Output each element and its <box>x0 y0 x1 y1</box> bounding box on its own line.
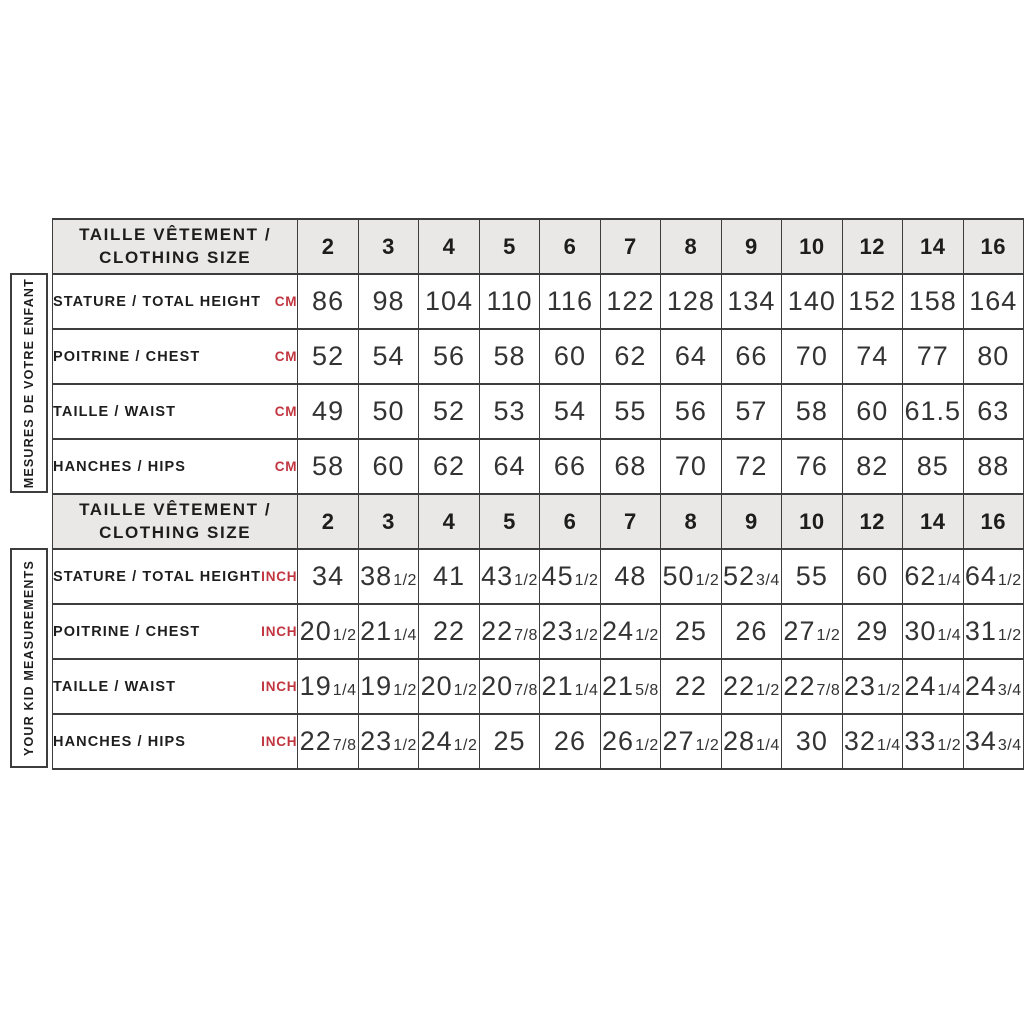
side-label-cm-text: MESURES DE VOTRE ENFANT <box>22 277 36 489</box>
side-label-cm-section <box>10 273 48 493</box>
measurement-label-cell <box>53 604 298 659</box>
unit-label: CM <box>274 404 298 419</box>
measurement-value: 523/4 <box>721 549 781 604</box>
fraction-part: 1/2 <box>635 627 659 644</box>
measurement-value: 271/2 <box>661 714 721 769</box>
measurement-row <box>53 604 1024 659</box>
measurement-value: 122 <box>600 274 660 329</box>
fraction-part: 1/4 <box>574 682 599 699</box>
measurement-value: 68 <box>600 439 660 494</box>
measurement-value: 321/4 <box>842 714 902 769</box>
unit-label: INCH <box>261 569 298 584</box>
measurement-label: POITRINE / CHEST <box>53 348 201 365</box>
side-label-inch-section <box>10 548 48 768</box>
fraction-part: 3/4 <box>756 572 780 589</box>
fraction-part: 1/2 <box>937 737 962 754</box>
fraction-part: 1/2 <box>393 737 417 754</box>
measurement-label-cell <box>53 549 298 604</box>
measurement-label-cell <box>53 384 298 439</box>
measurement-label: TAILLE / WAIST <box>53 403 177 420</box>
size-column-header: 16 <box>963 494 1024 549</box>
measurement-row <box>53 549 1024 604</box>
measurement-value: 271/2 <box>782 604 842 659</box>
measurement-value: 221/2 <box>721 659 781 714</box>
fraction-part: 1/4 <box>937 627 962 644</box>
measurement-label: TAILLE / WAIST <box>53 678 177 695</box>
size-column-header: 12 <box>842 494 902 549</box>
measurement-value: 64 <box>479 439 539 494</box>
size-header-label: TAILLE VÊTEMENT / CLOTHING SIZE <box>53 494 298 549</box>
measurement-value: 80 <box>963 329 1024 384</box>
size-column-header: 4 <box>419 219 479 274</box>
size-column-header: 3 <box>358 219 418 274</box>
measurement-value: 311/2 <box>963 604 1024 659</box>
measurement-value: 29 <box>842 604 902 659</box>
measurement-value: 77 <box>903 329 963 384</box>
fraction-part: 1/2 <box>453 737 478 754</box>
size-column-header: 2 <box>298 494 358 549</box>
measurement-value: 104 <box>419 274 479 329</box>
size-column-header: 4 <box>419 494 479 549</box>
fraction-part: 3/4 <box>997 682 1022 699</box>
measurement-value: 60 <box>540 329 600 384</box>
measurement-value: 227/8 <box>479 604 539 659</box>
fraction-part: 1/4 <box>937 682 962 699</box>
measurement-value: 261/2 <box>600 714 660 769</box>
measurement-value: 56 <box>419 329 479 384</box>
size-column-header: 12 <box>842 219 902 274</box>
fraction-part: 1/2 <box>816 627 841 644</box>
size-column-header: 9 <box>721 219 781 274</box>
measurement-value: 58 <box>782 384 842 439</box>
fraction-part: 1/2 <box>514 572 538 589</box>
fraction-part: 1/2 <box>997 627 1022 644</box>
measurement-value: 55 <box>600 384 660 439</box>
measurement-value: 60 <box>842 549 902 604</box>
measurement-label: POITRINE / CHEST <box>53 623 201 640</box>
measurement-value: 331/2 <box>903 714 963 769</box>
unit-label: CM <box>274 349 298 364</box>
measurement-value: 63 <box>963 384 1024 439</box>
measurement-value: 76 <box>782 439 842 494</box>
measurement-value: 54 <box>540 384 600 439</box>
measurement-row <box>53 714 1024 769</box>
fraction-part: 1/4 <box>393 627 417 644</box>
fraction-part: 5/8 <box>635 682 659 699</box>
fraction-part: 7/8 <box>514 627 538 644</box>
measurement-value: 241/2 <box>600 604 660 659</box>
unit-label: CM <box>274 294 298 309</box>
measurement-value: 231/2 <box>540 604 600 659</box>
measurement-value: 207/8 <box>479 659 539 714</box>
measurement-value: 215/8 <box>600 659 660 714</box>
measurement-value: 201/2 <box>419 659 479 714</box>
size-column-header: 14 <box>903 494 963 549</box>
unit-label: INCH <box>261 679 298 694</box>
size-column-header: 7 <box>600 219 660 274</box>
measurement-value: 25 <box>479 714 539 769</box>
size-column-header: 16 <box>963 219 1024 274</box>
measurement-value: 211/4 <box>540 659 600 714</box>
size-column-header: 10 <box>782 219 842 274</box>
measurement-label: STATURE / TOTAL HEIGHT <box>53 293 262 310</box>
measurement-value: 53 <box>479 384 539 439</box>
size-column-header: 2 <box>298 219 358 274</box>
size-column-header: 6 <box>540 219 600 274</box>
measurement-value: 110 <box>479 274 539 329</box>
measurement-value: 98 <box>358 274 418 329</box>
size-column-header: 7 <box>600 494 660 549</box>
measurement-value: 30 <box>782 714 842 769</box>
measurement-value: 140 <box>782 274 842 329</box>
size-column-header: 10 <box>782 494 842 549</box>
size-header-row-inch <box>53 494 1024 549</box>
measurement-value: 501/2 <box>661 549 721 604</box>
measurement-value: 164 <box>963 274 1024 329</box>
measurement-value: 88 <box>963 439 1024 494</box>
fraction-part: 1/2 <box>574 627 599 644</box>
fraction-part: 1/2 <box>695 737 720 754</box>
measurement-value: 22 <box>419 604 479 659</box>
fraction-part: 1/2 <box>393 682 417 699</box>
fraction-part: 7/8 <box>332 737 357 754</box>
measurement-value: 241/4 <box>903 659 963 714</box>
measurement-label: HANCHES / HIPS <box>53 458 187 475</box>
fraction-part: 1/2 <box>695 572 720 589</box>
measurement-value: 381/2 <box>358 549 418 604</box>
fraction-part: 3/4 <box>997 737 1022 754</box>
fraction-part: 1/4 <box>332 682 357 699</box>
measurement-value: 49 <box>298 384 358 439</box>
fraction-part: 1/2 <box>876 682 901 699</box>
measurement-label: HANCHES / HIPS <box>53 733 187 750</box>
measurement-value: 70 <box>661 439 721 494</box>
measurement-value: 86 <box>298 274 358 329</box>
measurement-value: 72 <box>721 439 781 494</box>
fraction-part: 1/2 <box>393 572 417 589</box>
size-column-header: 3 <box>358 494 418 549</box>
size-column-header: 9 <box>721 494 781 549</box>
measurement-value: 58 <box>298 439 358 494</box>
measurement-row <box>53 659 1024 714</box>
fraction-part: 7/8 <box>514 682 538 699</box>
unit-label: INCH <box>261 734 298 749</box>
measurement-value: 301/4 <box>903 604 963 659</box>
measurement-value: 41 <box>419 549 479 604</box>
fraction-part: 1/2 <box>332 627 357 644</box>
measurement-value: 227/8 <box>782 659 842 714</box>
measurement-value: 70 <box>782 329 842 384</box>
measurement-value: 191/2 <box>358 659 418 714</box>
measurement-value: 61.5 <box>903 384 963 439</box>
measurement-value: 60 <box>842 384 902 439</box>
size-column-header: 8 <box>661 494 721 549</box>
side-label-inch-text: YOUR KID MEASUREMENTS <box>22 559 36 757</box>
size-chart-body <box>53 219 1024 769</box>
size-column-header: 5 <box>479 219 539 274</box>
size-header-row-cm <box>53 219 1024 274</box>
measurement-row <box>53 329 1024 384</box>
measurement-value: 64 <box>661 329 721 384</box>
measurement-value: 62 <box>600 329 660 384</box>
measurement-value: 60 <box>358 439 418 494</box>
measurement-value: 56 <box>661 384 721 439</box>
measurement-value: 201/2 <box>298 604 358 659</box>
measurement-row <box>53 439 1024 494</box>
measurement-value: 25 <box>661 604 721 659</box>
measurement-value: 55 <box>782 549 842 604</box>
measurement-value: 116 <box>540 274 600 329</box>
measurement-value: 85 <box>903 439 963 494</box>
measurement-label-cell <box>53 714 298 769</box>
fraction-part: 1/4 <box>756 737 780 754</box>
measurement-value: 58 <box>479 329 539 384</box>
fraction-part: 1/2 <box>997 572 1022 589</box>
fraction-part: 1/2 <box>756 682 780 699</box>
measurement-value: 50 <box>358 384 418 439</box>
size-column-header: 5 <box>479 494 539 549</box>
measurement-label-cell <box>53 329 298 384</box>
measurement-value: 26 <box>540 714 600 769</box>
measurement-value: 57 <box>721 384 781 439</box>
measurement-value: 191/4 <box>298 659 358 714</box>
measurement-value: 231/2 <box>358 714 418 769</box>
measurement-value: 54 <box>358 329 418 384</box>
measurement-value: 62 <box>419 439 479 494</box>
measurement-value: 343/4 <box>963 714 1024 769</box>
size-column-header: 14 <box>903 219 963 274</box>
size-header-label: TAILLE VÊTEMENT / CLOTHING SIZE <box>53 219 298 274</box>
measurement-value: 22 <box>661 659 721 714</box>
measurement-value: 211/4 <box>358 604 418 659</box>
measurement-value: 48 <box>600 549 660 604</box>
measurement-value: 134 <box>721 274 781 329</box>
measurement-value: 52 <box>298 329 358 384</box>
fraction-part: 1/4 <box>937 572 962 589</box>
measurement-value: 158 <box>903 274 963 329</box>
measurement-value: 241/2 <box>419 714 479 769</box>
size-column-header: 8 <box>661 219 721 274</box>
unit-label: CM <box>274 459 298 474</box>
measurement-label-cell <box>53 659 298 714</box>
measurement-label-cell <box>53 439 298 494</box>
measurement-value: 52 <box>419 384 479 439</box>
measurement-value: 82 <box>842 439 902 494</box>
measurement-row <box>53 384 1024 439</box>
measurement-value: 451/2 <box>540 549 600 604</box>
fraction-part: 1/4 <box>876 737 901 754</box>
measurement-label: STATURE / TOTAL HEIGHT <box>53 568 262 585</box>
measurement-row <box>53 274 1024 329</box>
measurement-value: 128 <box>661 274 721 329</box>
size-column-header: 6 <box>540 494 600 549</box>
measurement-value: 66 <box>540 439 600 494</box>
fraction-part: 7/8 <box>816 682 841 699</box>
fraction-part: 1/2 <box>453 682 478 699</box>
measurement-value: 243/4 <box>963 659 1024 714</box>
measurement-value: 152 <box>842 274 902 329</box>
measurement-value: 66 <box>721 329 781 384</box>
measurement-value: 281/4 <box>721 714 781 769</box>
measurement-value: 431/2 <box>479 549 539 604</box>
measurement-value: 34 <box>298 549 358 604</box>
unit-label: INCH <box>261 624 298 639</box>
measurement-value: 74 <box>842 329 902 384</box>
measurement-value: 621/4 <box>903 549 963 604</box>
measurement-value: 231/2 <box>842 659 902 714</box>
measurement-value: 227/8 <box>298 714 358 769</box>
size-chart-table <box>52 218 1024 770</box>
fraction-part: 1/2 <box>574 572 599 589</box>
fraction-part: 1/2 <box>635 737 659 754</box>
measurement-value: 641/2 <box>963 549 1024 604</box>
measurement-value: 26 <box>721 604 781 659</box>
measurement-label-cell <box>53 274 298 329</box>
